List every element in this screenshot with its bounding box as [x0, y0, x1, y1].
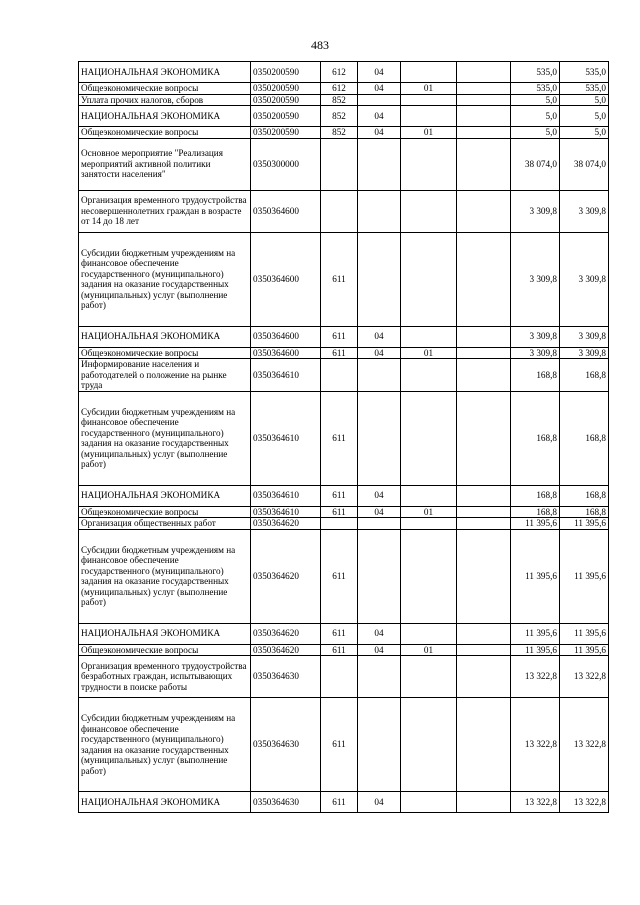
row-rz: [358, 518, 401, 530]
row-pr: [401, 656, 457, 698]
row-col6: [457, 698, 511, 792]
row-sum2: 13 322,8: [560, 792, 609, 813]
row-rz: [358, 359, 401, 392]
row-vr: 852: [321, 94, 358, 106]
row-sum2: 3 309,8: [560, 190, 609, 232]
row-sum1: 168,8: [511, 391, 560, 485]
row-vr: 612: [321, 83, 358, 95]
row-sum1: 3 309,8: [511, 347, 560, 359]
row-pr: [401, 190, 457, 232]
row-code: 0350364610: [251, 485, 321, 506]
row-pr: 01: [401, 347, 457, 359]
row-rz: 04: [358, 792, 401, 813]
row-sum2: 5,0: [560, 106, 609, 127]
table-row: [79, 792, 609, 813]
table-row: [79, 485, 609, 506]
row-code: 0350364630: [251, 698, 321, 792]
row-rz: 04: [358, 326, 401, 347]
row-rz: 04: [358, 506, 401, 518]
row-col6: [457, 190, 511, 232]
row-sum2: 535,0: [560, 62, 609, 83]
row-sum1: 535,0: [511, 83, 560, 95]
row-vr: 611: [321, 485, 358, 506]
row-sum1: 5,0: [511, 127, 560, 139]
row-name: Общеэкономические вопросы: [79, 506, 251, 518]
row-name: Основное мероприятие "Реализация мероприятий активной политики занятости населения": [79, 138, 251, 190]
row-pr: [401, 518, 457, 530]
row-pr: [401, 485, 457, 506]
table-row: [79, 94, 609, 106]
row-code: 0350364610: [251, 506, 321, 518]
row-sum1: 3 309,8: [511, 326, 560, 347]
row-name: Организация общественных работ: [79, 518, 251, 530]
budget-table: [78, 61, 609, 813]
row-name: НАЦИОНАЛЬНАЯ ЭКОНОМИКА: [79, 106, 251, 127]
row-code: 0350364600: [251, 190, 321, 232]
row-sum2: 11 395,6: [560, 623, 609, 644]
row-sum1: 11 395,6: [511, 529, 560, 623]
row-rz: 04: [358, 485, 401, 506]
row-code: 0350300000: [251, 138, 321, 190]
row-rz: [358, 529, 401, 623]
row-sum2: 5,0: [560, 127, 609, 139]
row-pr: 01: [401, 644, 457, 656]
row-pr: [401, 94, 457, 106]
row-name: НАЦИОНАЛЬНАЯ ЭКОНОМИКА: [79, 792, 251, 813]
row-sum1: 168,8: [511, 506, 560, 518]
row-sum1: 168,8: [511, 359, 560, 392]
row-code: 0350364600: [251, 232, 321, 326]
table-row: [79, 391, 609, 485]
row-rz: 04: [358, 127, 401, 139]
row-code: 0350364620: [251, 529, 321, 623]
row-sum2: 3 309,8: [560, 326, 609, 347]
table-row: [79, 326, 609, 347]
table-row: [79, 62, 609, 83]
row-name: Информирование населения и работодателей о положение на рынке труда: [79, 359, 251, 392]
table-row: [79, 127, 609, 139]
row-sum1: 5,0: [511, 106, 560, 127]
row-col6: [457, 623, 511, 644]
row-pr: [401, 391, 457, 485]
row-rz: 04: [358, 106, 401, 127]
row-rz: [358, 391, 401, 485]
row-name: Общеэкономические вопросы: [79, 347, 251, 359]
row-pr: [401, 623, 457, 644]
row-pr: 01: [401, 127, 457, 139]
row-vr: 611: [321, 326, 358, 347]
row-pr: [401, 529, 457, 623]
row-col6: [457, 485, 511, 506]
row-rz: 04: [358, 644, 401, 656]
row-sum2: 168,8: [560, 506, 609, 518]
table-row: [79, 518, 609, 530]
row-vr: 852: [321, 127, 358, 139]
row-vr: [321, 518, 358, 530]
row-sum2: 535,0: [560, 83, 609, 95]
table-row: [79, 623, 609, 644]
row-rz: [358, 190, 401, 232]
row-vr: 611: [321, 232, 358, 326]
table-row: [79, 656, 609, 698]
row-sum2: 38 074,0: [560, 138, 609, 190]
row-sum1: 5,0: [511, 94, 560, 106]
row-code: 0350200590: [251, 106, 321, 127]
row-code: 0350364610: [251, 359, 321, 392]
row-sum1: 11 395,6: [511, 623, 560, 644]
row-col6: [457, 83, 511, 95]
table-body: [79, 62, 609, 813]
row-code: 0350364600: [251, 347, 321, 359]
row-sum1: 13 322,8: [511, 792, 560, 813]
row-name: Субсидии бюджетным учреждениям на финансовое обеспечение государственного (муниципального) задания на оказание государственных (муниципальных) услуг (выполнение работ): [79, 698, 251, 792]
table-row: [79, 644, 609, 656]
row-sum1: 3 309,8: [511, 190, 560, 232]
row-code: 0350364610: [251, 391, 321, 485]
row-sum2: 13 322,8: [560, 656, 609, 698]
row-sum2: 13 322,8: [560, 698, 609, 792]
row-name: Общеэкономические вопросы: [79, 644, 251, 656]
row-code: 0350200590: [251, 83, 321, 95]
row-sum1: 11 395,6: [511, 644, 560, 656]
row-vr: [321, 190, 358, 232]
row-sum1: 168,8: [511, 485, 560, 506]
row-vr: [321, 656, 358, 698]
row-name: Уплата прочих налогов, сборов: [79, 94, 251, 106]
row-vr: 611: [321, 623, 358, 644]
row-rz: [358, 656, 401, 698]
row-sum1: 3 309,8: [511, 232, 560, 326]
row-vr: 611: [321, 644, 358, 656]
row-name: НАЦИОНАЛЬНАЯ ЭКОНОМИКА: [79, 62, 251, 83]
row-sum2: 11 395,6: [560, 518, 609, 530]
row-code: 0350364630: [251, 792, 321, 813]
row-sum2: 168,8: [560, 391, 609, 485]
row-name: НАЦИОНАЛЬНАЯ ЭКОНОМИКА: [79, 623, 251, 644]
row-code: 0350200590: [251, 94, 321, 106]
row-code: 0350200590: [251, 127, 321, 139]
row-col6: [457, 506, 511, 518]
row-name: НАЦИОНАЛЬНАЯ ЭКОНОМИКА: [79, 326, 251, 347]
row-vr: 611: [321, 698, 358, 792]
row-col6: [457, 62, 511, 83]
row-col6: [457, 138, 511, 190]
row-code: 0350364600: [251, 326, 321, 347]
table-row: [79, 190, 609, 232]
row-name: Организация временного трудоустройства несовершеннолетних граждан в возрасте от 14 до 18 лет: [79, 190, 251, 232]
row-pr: [401, 792, 457, 813]
row-rz: 04: [358, 623, 401, 644]
row-vr: 611: [321, 506, 358, 518]
row-vr: 612: [321, 62, 358, 83]
row-col6: [457, 792, 511, 813]
row-pr: [401, 106, 457, 127]
row-col6: [457, 106, 511, 127]
row-col6: [457, 347, 511, 359]
row-rz: 04: [358, 62, 401, 83]
row-code: 0350364620: [251, 623, 321, 644]
row-pr: [401, 138, 457, 190]
row-rz: [358, 94, 401, 106]
row-col6: [457, 127, 511, 139]
row-name: Общеэкономические вопросы: [79, 83, 251, 95]
table-row: [79, 506, 609, 518]
row-code: 0350200590: [251, 62, 321, 83]
row-vr: 611: [321, 529, 358, 623]
row-col6: [457, 94, 511, 106]
row-rz: 04: [358, 83, 401, 95]
row-vr: 611: [321, 792, 358, 813]
row-col6: [457, 232, 511, 326]
table-row: [79, 106, 609, 127]
row-sum2: 3 309,8: [560, 232, 609, 326]
row-code: 0350364620: [251, 644, 321, 656]
row-col6: [457, 391, 511, 485]
row-name: Субсидии бюджетным учреждениям на финансовое обеспечение государственного (муниципального) задания на оказание государственных (муниципальных) услуг (выполнение работ): [79, 529, 251, 623]
row-col6: [457, 518, 511, 530]
row-sum2: 168,8: [560, 485, 609, 506]
row-col6: [457, 529, 511, 623]
row-pr: [401, 698, 457, 792]
row-pr: 01: [401, 506, 457, 518]
table-row: [79, 83, 609, 95]
row-sum1: 13 322,8: [511, 698, 560, 792]
row-sum2: 11 395,6: [560, 529, 609, 623]
row-sum2: 11 395,6: [560, 644, 609, 656]
row-sum1: 38 074,0: [511, 138, 560, 190]
row-name: Субсидии бюджетным учреждениям на финансовое обеспечение государственного (муниципального) задания на оказание государственных (муниципальных) услуг (выполнение работ): [79, 391, 251, 485]
row-name: Организация временного трудоустройства безработных граждан, испытывающих трудности в поиске работы: [79, 656, 251, 698]
table-row: [79, 698, 609, 792]
row-name: НАЦИОНАЛЬНАЯ ЭКОНОМИКА: [79, 485, 251, 506]
row-rz: 04: [358, 347, 401, 359]
row-vr: 852: [321, 106, 358, 127]
table-row: [79, 347, 609, 359]
row-sum2: 5,0: [560, 94, 609, 106]
row-pr: 01: [401, 83, 457, 95]
row-col6: [457, 644, 511, 656]
row-sum2: 3 309,8: [560, 347, 609, 359]
row-pr: [401, 359, 457, 392]
row-vr: [321, 359, 358, 392]
row-name: Общеэкономические вопросы: [79, 127, 251, 139]
table-row: [79, 359, 609, 392]
row-sum1: 11 395,6: [511, 518, 560, 530]
row-col6: [457, 359, 511, 392]
row-vr: [321, 138, 358, 190]
table-row: [79, 232, 609, 326]
page-number: 483: [311, 38, 329, 52]
row-rz: [358, 698, 401, 792]
table-row: [79, 529, 609, 623]
row-sum2: 168,8: [560, 359, 609, 392]
row-sum1: 535,0: [511, 62, 560, 83]
row-rz: [358, 138, 401, 190]
row-code: 0350364630: [251, 656, 321, 698]
row-col6: [457, 656, 511, 698]
row-pr: [401, 326, 457, 347]
row-col6: [457, 326, 511, 347]
row-rz: [358, 232, 401, 326]
row-sum1: 13 322,8: [511, 656, 560, 698]
row-name: Субсидии бюджетным учреждениям на финансовое обеспечение государственного (муниципального) задания на оказание государственных (муниципальных) услуг (выполнение работ): [79, 232, 251, 326]
row-pr: [401, 62, 457, 83]
row-vr: 611: [321, 347, 358, 359]
table-row: [79, 138, 609, 190]
row-code: 0350364620: [251, 518, 321, 530]
row-vr: 611: [321, 391, 358, 485]
row-pr: [401, 232, 457, 326]
